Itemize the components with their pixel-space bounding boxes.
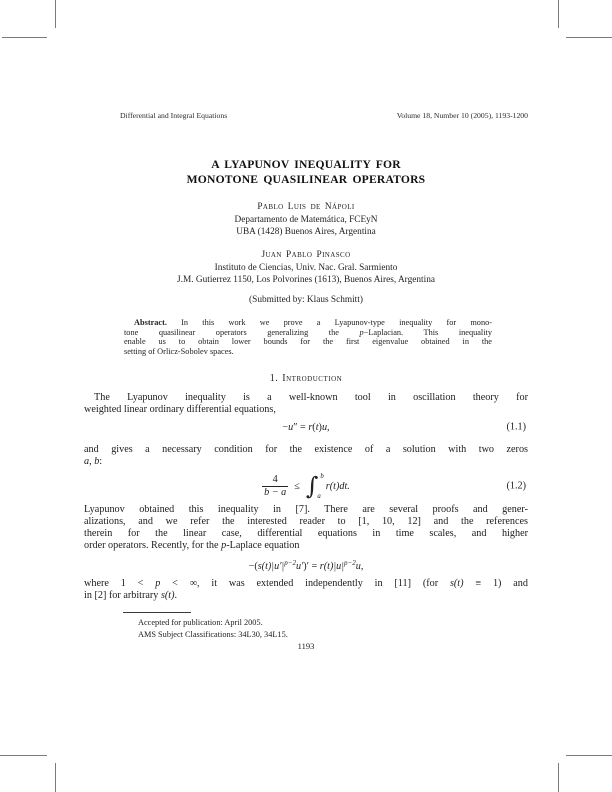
author-2-affiliation-1: Instituto de Ciencias, Univ. Nac. Gral. Sarmiento <box>214 262 398 273</box>
equation-1-1-number: (1.1) <box>506 421 526 433</box>
intro-paragraph-3: Lyapunov obtained this inequality in [7]. There are several proofs and gener- alizations, and we refer the interested reader to [1, 10, 12] and the references therein for the linear case, differential equations in time scales, and higher order operators. Recently, for the p-Laplace equation <box>84 504 528 551</box>
submitted-by-line: (Submitted by: Klaus Schmitt) <box>249 295 363 305</box>
running-head <box>84 111 528 120</box>
crop-mark-bottom-left-vertical <box>55 763 56 792</box>
author-1-affiliation-2: UBA (1428) Buenos Aires, Argentina <box>236 227 376 237</box>
intro-paragraph-4: where 1 < p < ∞, it was extended independently in [11] (for s(t) ≡ 1) and in [2] for arbitrary s(t). <box>84 578 528 601</box>
equation-1-1-body: −u″ = r(t)u, <box>282 421 330 433</box>
journal-name: Differential and Integral Equations <box>120 111 228 120</box>
less-equal-sign: ≤ <box>294 480 300 492</box>
footnote-ams-classifications: AMS Subject Classifications: 34L30, 34L15. <box>138 630 288 640</box>
fraction-numerator: 4 <box>262 474 288 487</box>
crop-mark-top-left-vertical <box>55 0 56 28</box>
intro-paragraph-2: and gives a necessary condition for the existence of a solution with two zeros a, b: <box>84 444 528 467</box>
integral-lower-limit: a <box>317 492 321 500</box>
integrand: r(t)dt. <box>325 480 350 492</box>
article-title <box>84 157 528 187</box>
author-1-name: Pablo Luis de Nápoli <box>257 202 355 212</box>
author-1-affiliation-1: Departamento de Matemática, FCEyN <box>234 214 378 225</box>
article-title-line2: MONOTONE QUASILINEAR OPERATORS <box>186 173 426 186</box>
equation-1-2-number: (1.2) <box>506 480 526 492</box>
crop-mark-top-right-vertical <box>558 0 559 28</box>
equation-1-2 <box>84 468 528 504</box>
volume-info: Volume 18, Number 10 (2005), 1193-1200 <box>396 111 528 120</box>
footnotes <box>84 617 528 642</box>
fraction-denominator: b − a <box>264 486 287 498</box>
integral-limits <box>318 472 323 501</box>
crop-mark-bottom-right-horizontal <box>566 755 612 756</box>
equation-p-laplace-body: $-(s(t)|u'|^{p-2}u')' = r(t)|u|^{p-2}u$, <box>248 559 364 572</box>
footnote-accepted: Accepted for publication: April 2005. <box>138 618 263 627</box>
equation-1-1 <box>84 419 528 435</box>
page-number: 1193 <box>297 641 315 651</box>
equation-p-laplace <box>84 558 528 574</box>
footnote-rule <box>123 612 191 613</box>
integral-upper-limit: b <box>320 472 324 480</box>
crop-mark-top-left-horizontal <box>2 37 47 38</box>
author-block-2 <box>84 249 528 287</box>
integral <box>306 472 324 501</box>
integral-sign: ∫ <box>305 472 319 500</box>
author-block-1 <box>84 201 528 239</box>
article-title-line1: A LYAPUNOV INEQUALITY FOR <box>211 158 401 171</box>
section-heading-introduction: 1. Introduction <box>269 373 343 384</box>
crop-mark-bottom-left-horizontal <box>0 755 47 756</box>
fraction <box>262 474 288 498</box>
author-2-name: Juan Pablo Pinasco <box>261 250 351 260</box>
intro-paragraph-1: The Lyapunov inequality is a well-known tool in oscillation theory for weighted linear ordinary differential equations, <box>84 392 528 415</box>
abstract: Abstract. In this work we prove a Lyapunov-type inequality for mono- tone quasilinear operators generalizing the p−Laplacian. This inequality enable us to obtain lower bounds for the first eigenvalue obtained in the setting of Orlicz-Sobolev spaces. <box>124 318 492 356</box>
author-2-affiliation-2: J.M. Gutierrez 1150, Los Polvorines (1613), Buenos Aires, Argentina <box>177 275 435 285</box>
crop-mark-top-right-horizontal <box>566 37 612 38</box>
crop-mark-bottom-right-vertical <box>558 763 559 792</box>
